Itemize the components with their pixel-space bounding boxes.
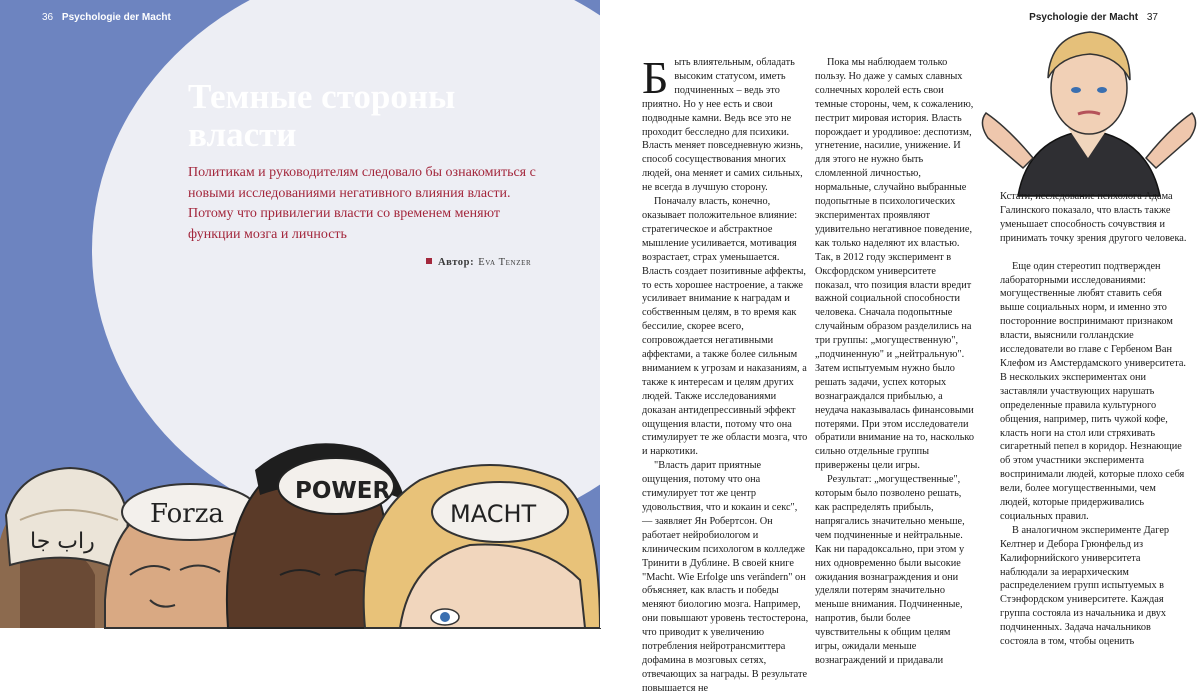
paragraph: Еще один стереотип подтвержден лабораторными исследованиями: могущественные любят ставить себя выше социальных норм, и именно это посторонние воспринимают признаком власти, выяснили голландские исследователи во главе с Гербеном Ван Клефом из Амстердамского университета. В нескольких экспериментах они заставляли участвующих нарушать определенные правила культурного общения, например, пить чужой кофе, класть ноги на стол или стряхивать сигаретный пепел в коридор. Незнающие об этом участники эксперимента воспринимали людей, которые плохо себя вели, более могущественными, чем людей, которые придерживались социальных правил. (1000, 260, 1186, 522)
article-lead: Политикам и руководителям следовало бы ознакомиться с новыми исследованиями негативного влияния власти. Потому что привилегии власти со временем меняют функции мозга и личность (188, 165, 536, 242)
paragraph: Поначалу власть, конечно, оказывает положительное влияние: стратегическое и абстрактное мышление усиливается, мотивация возрастает, страх уменьшается. Власть создает позитивные аффекты, то есть хорошее настроение, а также усиливает внимание к наградам и собственным целям, в то время как бессилие, скорее всего, сопровождается негативными аффектами, а также более сильным вниманием к угрозам и наказаниям, а также к интересам и целям других людей. Также исследованиями доказан антидепрессивный эффект ощущения власти, потому что она стимулирует те же области мозга, что и наркотики. (642, 196, 808, 458)
text-column-1 (642, 52, 810, 694)
running-head: Psychologie der Macht (1029, 12, 1139, 23)
illus-word-power: POWER (295, 478, 391, 504)
drop-cap: Б (642, 52, 669, 103)
author-name: Eva Tenzer (478, 257, 532, 268)
author-label: Автор: (438, 257, 475, 268)
paragraph-text: ыть влиятельным, обладать высоким статусом, иметь подчиненных – ведь это приятно. Но у нее есть и свои подводные камни. Ведь все это не проходит бесследно для психики. Власть меняет повседневную жизнь, способ сосуществования многих людей, она меняет и самих сильных, не всегда в лучшую сторону. (642, 57, 804, 194)
paragraph: Кстати, исследование психолога Адама Галинского показало, что власть также уменьшает способность сочувствия и принимать точку зрения другого человека. (1000, 191, 1187, 244)
text-column-2 (815, 56, 975, 666)
paragraph: Пока мы наблюдаем только пользу. Но даже у самых славных солнечных королей есть свои темные стороны, чем, к сожалению, пестрит мировая история. Власть порождает и уродливое: деспотизм, угнетение, насилие, унижение. И для этого не нужно быть сломленной личностью, нормальные, случайно выбранные подопытные в психологических экспериментах проявляют удивительно негативное поведение, как только наделяют их властью. Так, в 2012 году эксперимент в Оксфордском университете показал, что позиция власти вредит важной социальной способности человека. Сначала подопытные случайным образом разделились на три группы: „могущественную", „подчиненную" и „нейтральную". Затем испытуемым нужно было решать задачи, успех которых вознаграждался прибылью, а неудача наказывалась финансовыми потерями. При этом исследователи обратили внимание на то, насколько сильно отдельные группы привержены цели игры. (815, 57, 975, 472)
illus-word-forza: Forza (150, 499, 224, 529)
paragraph: В аналогичном эксперименте Дагер Келтнер и Дебора Грюнфельд из Калифорнийского университета наблюдали за иерархическим распределением групп испытуемых в Стэнфордском университете. Каждая группа состояла из начальника и двух подчиненных. Задача начальников состояла в том, чтобы оценить (1000, 524, 1170, 648)
illus-word-macht: MACHT (450, 500, 537, 528)
page-number: 37 (1146, 12, 1158, 23)
paragraph: "Власть дарит приятные ощущения, потому что она стимулирует тот же центр удовольствия, что и кокаин и секс", — заявляет Ян Робертсон. Он работает нейробиологом и клиническим психологом в колледже Тринити в Дублине. В своей книге "Macht. Wie Erfolge uns verändern" он объясняет, как власть и победы меняют биологию мозга. Например, они повышают уровень тестостерона, что приводит к увеличению потребления нейротрансмиттера дофамина в мозговых сетях, отвечающих за награды. В результате повышается не (642, 460, 809, 694)
caricature-portrait (978, 18, 1200, 196)
page-number: 36 (42, 12, 54, 23)
headline-line-1: Темные стороны (188, 77, 456, 116)
right-page (600, 0, 1200, 694)
running-head: Psychologie der Macht (61, 12, 171, 23)
text-column-3 (1000, 190, 1188, 648)
illus-word-arabic: راب جا (30, 529, 95, 554)
left-page (0, 0, 600, 628)
paragraph: Результат: „могущественные", которым было позволено решать, как распределять прибыль, напрягались значительно меньше, чем подчиненные и нейтральные. Как ни парадоксально, при этом у них одновременно были высокие ожидания вознаграждения и они уделяли потерям значительно меньше внимания. Подчиненные, напротив, были более чувствительны к общим целям игры, ожидали меньше вознаграждений и придавали (815, 474, 965, 666)
paragraph (642, 52, 810, 195)
leaders-illustration (0, 0, 600, 628)
headline-line-2: власти (188, 115, 297, 154)
